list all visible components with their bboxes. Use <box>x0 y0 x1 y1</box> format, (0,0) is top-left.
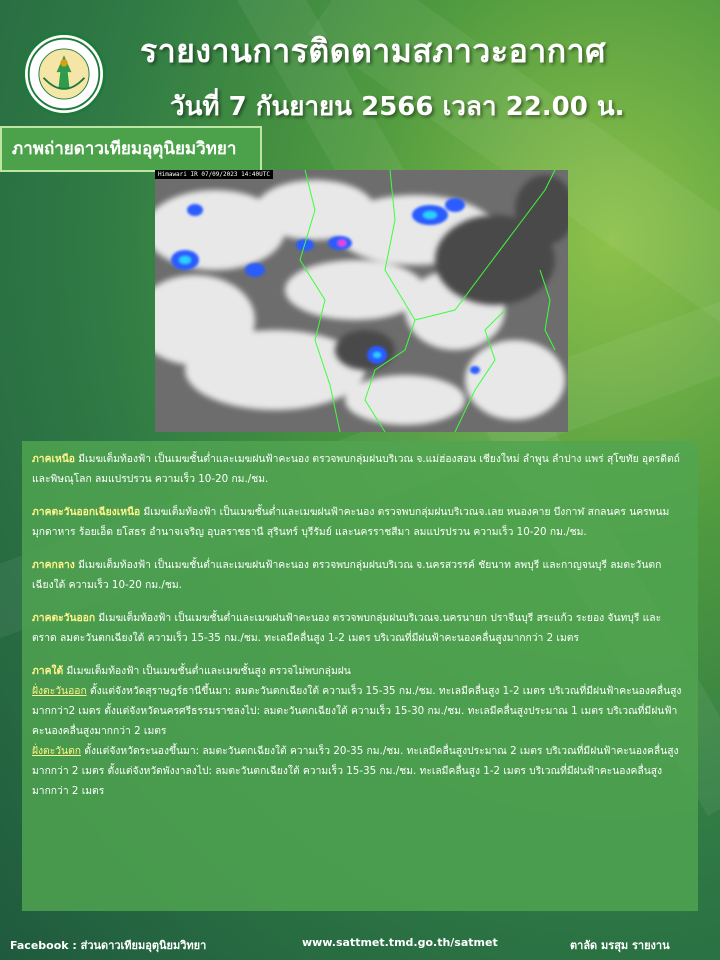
report-date: วันที่ 7 กันยายน 2566 เวลา 22.00 น. <box>170 92 625 122</box>
satellite-timestamp: Himawari IR 07/09/2023 14:40UTC <box>155 170 273 179</box>
satellite-image <box>155 170 568 432</box>
east-coast-label: ฝั่งตะวันออก <box>32 685 87 697</box>
footer-website-link[interactable]: www.sattmet.tmd.go.th/satmet <box>302 936 498 949</box>
region-label: ภาคเหนือ <box>32 453 75 465</box>
region-label: ภาคกลาง <box>32 559 75 571</box>
tmd-logo <box>22 32 106 116</box>
region-text: มีเมฆเต็มท้องฟ้า เป็นเมฆชั้นต่ำและเมฆฝนฟ้าคะนอง ตรวจพบกลุ่มฝนบริเวณจ.นครนายก ปราจีนบุรี สระแก้ว ระยอง จันทบุรี และตราด ลมตะวันตกเฉียงใต้ ความเร็ว 15-35 กม./ชม. ทะเลมีคลื่นสูง 1-2 เมตร บริเวณที่มีฝนฟ้าคะนองคลื่นสูงมากกว่า 2 เมตร <box>32 612 662 644</box>
region-text: มีเมฆเต็มท้องฟ้า เป็นเมฆชั้นต่ำและเมฆชั้นสูง ตรวจไม่พบกลุ่มฝน <box>63 665 351 677</box>
region-text: มีเมฆเต็มท้องฟ้า เป็นเมฆชั้นต่ำและเมฆฝนฟ้าคะนอง ตรวจพบกลุ่มฝนบริเวณ จ.แม่ฮ่องสอน เชียงใหม่ ลำพูน ลำปาง แพร่ สุโขทัย อุตรดิตถ์ และพิษณุโลก ลมแปรปรวน ความเร็ว 10-20 กม./ชม. <box>32 453 680 485</box>
west-coast-label: ฝั่งตะวันตก <box>32 745 82 757</box>
satellite-image-graphic <box>155 170 568 432</box>
report-south <box>32 661 682 801</box>
region-text: มีเมฆเต็มท้องฟ้า เป็นเมฆชั้นต่ำและเมฆฝนฟ้าคะนอง ตรวจพบกลุ่มฝนบริเวณจ.เลย หนองคาย บึงกาฬ สกลนคร นครพนม มุกดาหาร ร้อยเอ็ด ยโสธร อำนาจเจริญ อุบลราชธานี สุรินทร์ บุรีรัมย์ และนครราชสีมา ลมแปรปรวน ความเร็ว 10-20 กม./ชม. <box>32 506 670 538</box>
region-label: ภาคตะวันออก <box>32 612 96 624</box>
report-north <box>32 449 682 489</box>
footer-facebook[interactable]: Facebook : ส่วนดาวเทียมอุตุนิยมวิทยา <box>10 939 207 952</box>
weather-report <box>22 441 698 911</box>
region-label: ภาคใต้ <box>32 665 64 677</box>
region-label: ภาคตะวันออกเฉียงเหนือ <box>32 506 141 518</box>
page-title: รายงานการติดตามสภาวะอากาศ <box>140 32 606 70</box>
footer-reporter: ตาลัด มรสุม รายงาน <box>570 939 670 952</box>
report-central <box>32 555 682 595</box>
report-northeast <box>32 502 682 542</box>
report-east <box>32 608 682 648</box>
west-coast-text: ตั้งแต่จังหวัดระนองขึ้นมา: ลมตะวันตกเฉียงใต้ ความเร็ว 20-35 กม./ชม. ทะเลมีคลื่นสูงประมาณ 2 เมตร บริเวณที่มีฝนฟ้าคะนองคลื่นสูงมากกว่า 2 เมตร ตั้งแต่จังหวัดพังงาลงไป: ลมตะวันตกเฉียงใต้ ความเร็ว 15-35 กม./ชม. ทะเลมีคลื่นสูง 1-2 เมตร บริเวณที่มีฝนฟ้าคะนองคลื่นสูงมากกว่า 2 เมตร <box>32 745 679 797</box>
section-title: ภาพถ่ายดาวเทียมอุตุนิยมวิทยา <box>0 126 262 172</box>
east-coast-text: ตั้งแต่จังหวัดสุราษฎร์ธานีขึ้นมา: ลมตะวันตกเฉียงใต้ ความเร็ว 15-35 กม./ชม. ทะเลมีคลื่นสูง 1-2 เมตร บริเวณที่มีฝนฟ้าคะนองคลื่นสูงมากกว่า2 เมตร ตั้งแต่จังหวัดนครศรีธรรมราชลงไป: ลมตะวันตกเฉียงใต้ ความเร็ว 15-30 กม./ชม. ทะเลมีคลื่นสูงประมาณ 1 เมตร บริเวณที่มีฝนฟ้าคะนองคลื่นสูงมากกว่า 2 เมตร <box>32 685 682 737</box>
region-text: มีเมฆเต็มท้องฟ้า เป็นเมฆชั้นต่ำและเมฆฝนฟ้าคะนอง ตรวจพบกลุ่มฝนบริเวณ จ.นครสวรรค์ ชัยนาท ลพบุรี และกาญจนบุรี ลมตะวันตกเฉียงใต้ ความเร็ว 10-20 กม./ชม. <box>32 559 662 591</box>
